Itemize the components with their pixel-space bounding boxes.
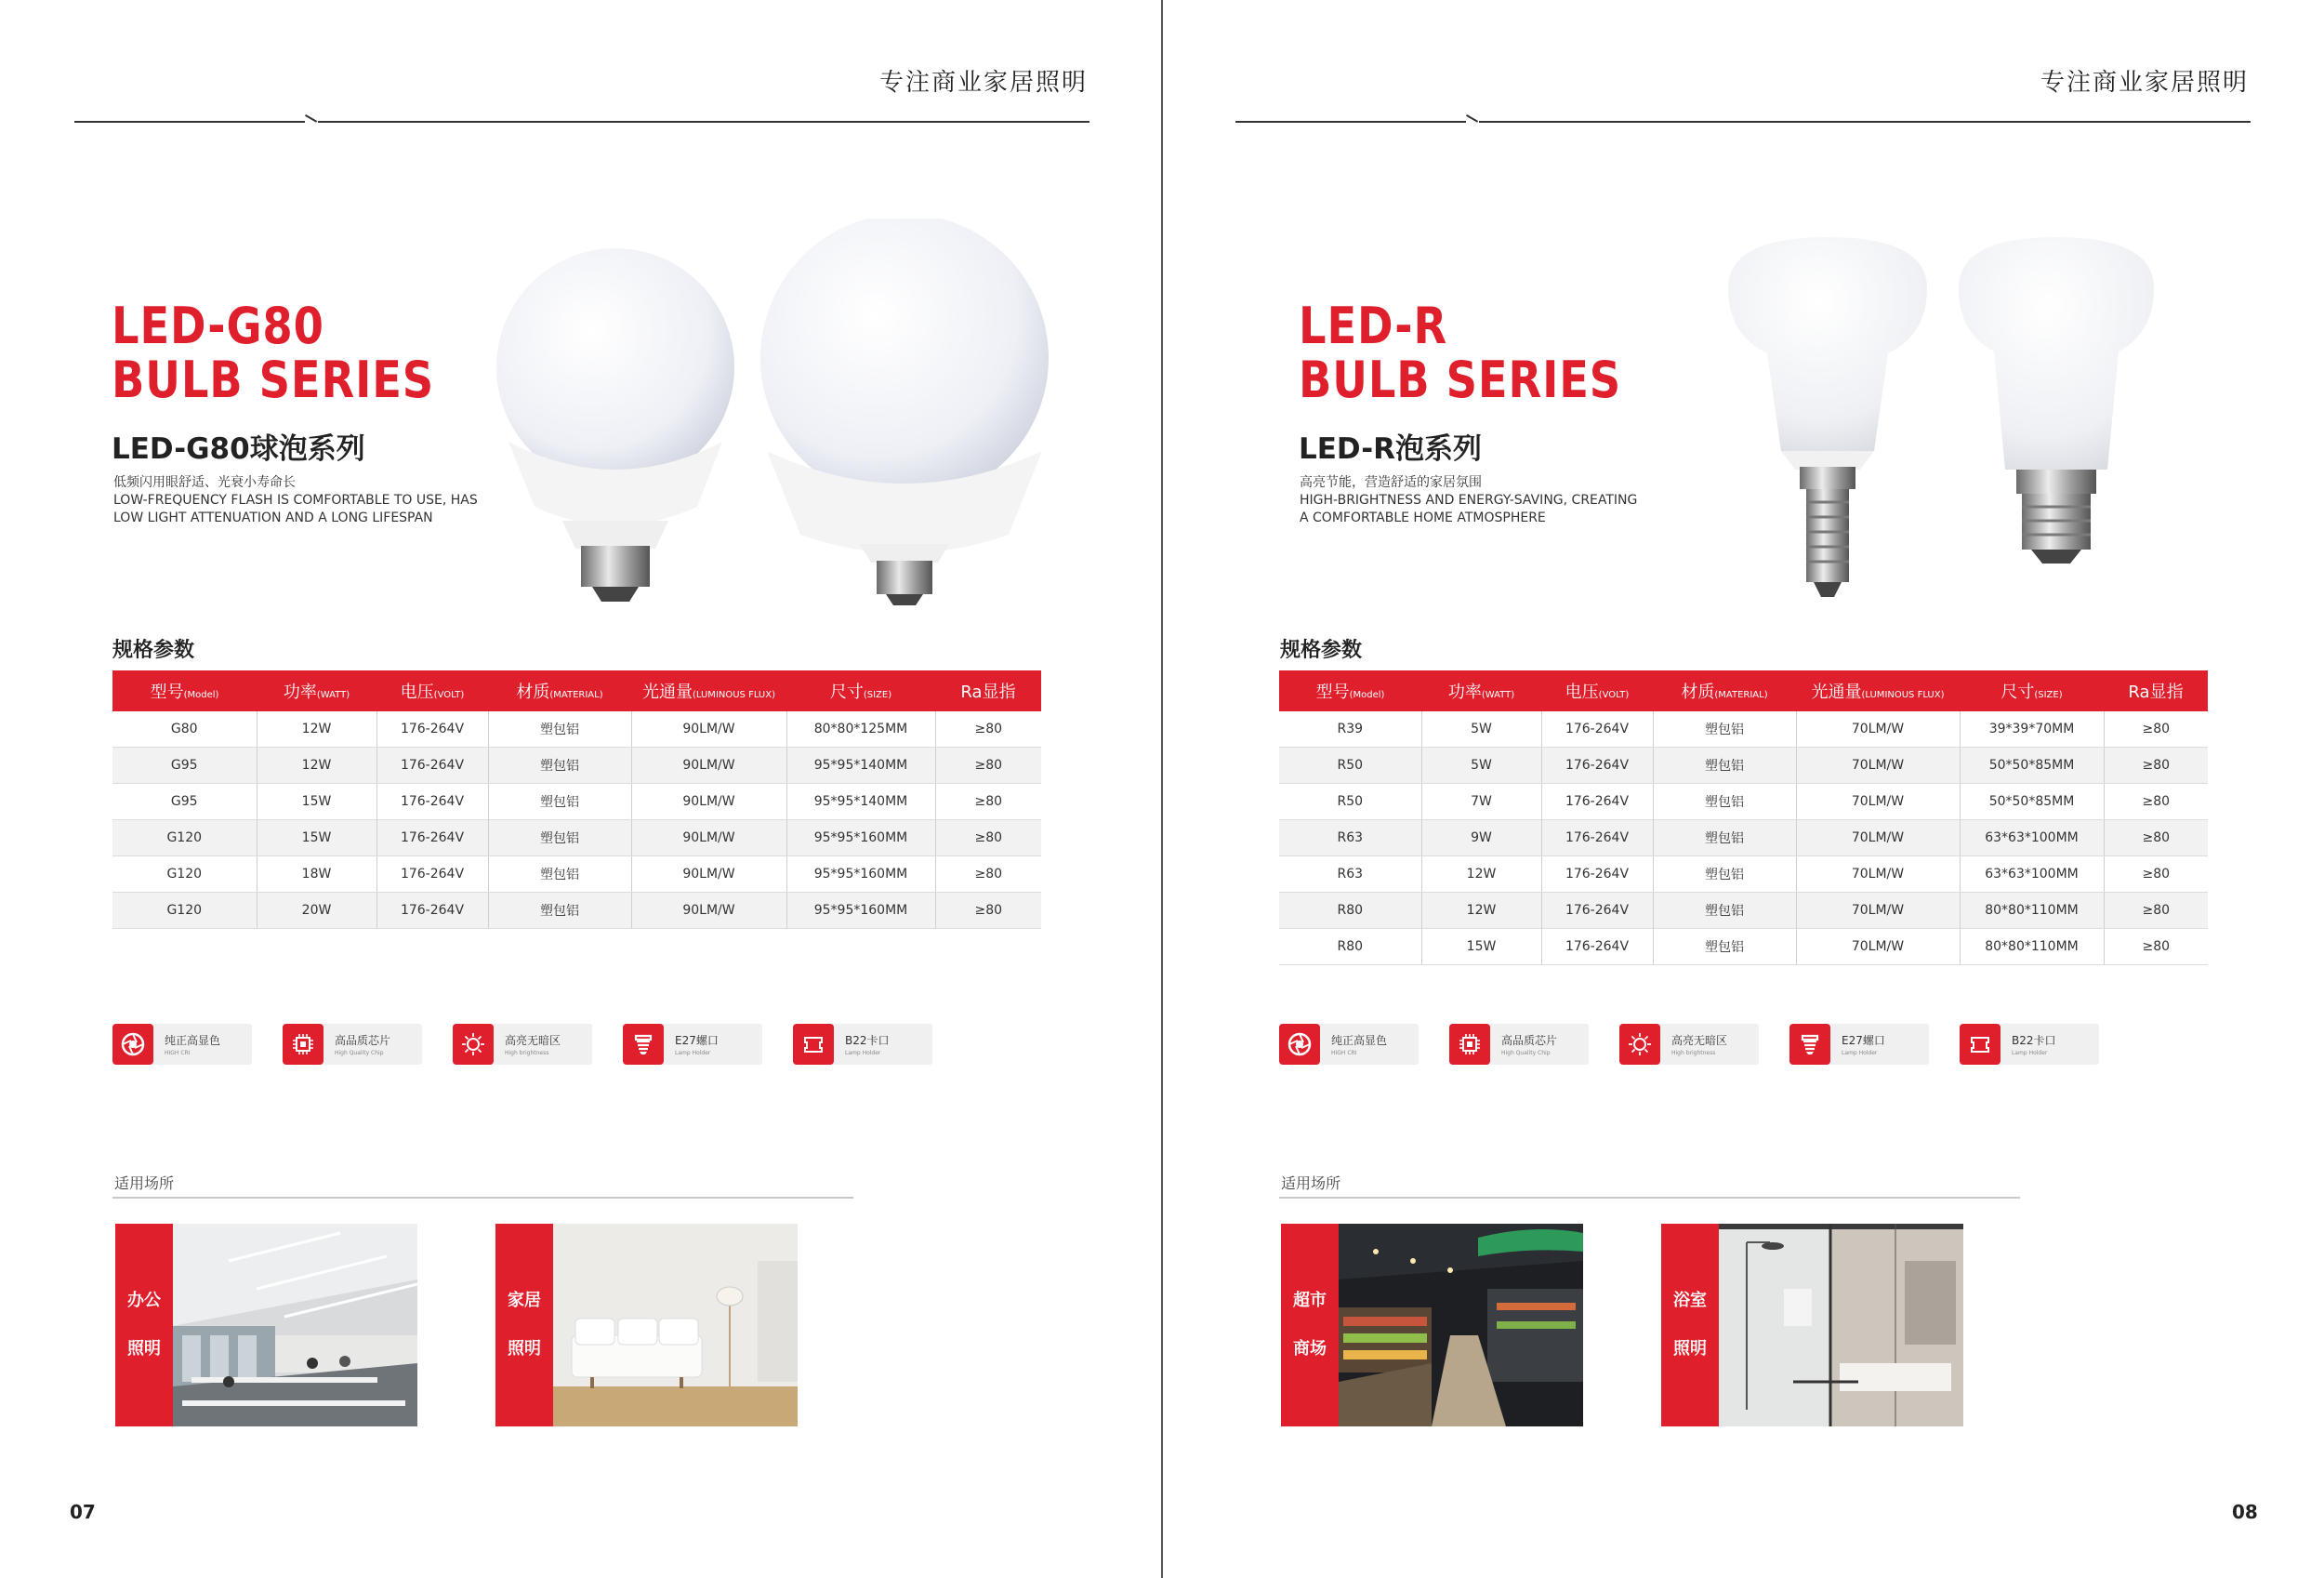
series-title-en: LED-R BULB SERIES [1299,297,1622,409]
table-cell: 90LM/W [631,856,786,893]
header-rule-notch [305,114,317,123]
page-08 [1163,0,2324,1578]
table-cell: G120 [112,820,257,856]
feature-b22 [1960,1024,2099,1065]
venue-bathroom [1661,1224,1963,1426]
e27-screw-base-icon [623,1024,664,1065]
aperture-icon [112,1024,153,1065]
table-cell: 70LM/W [1796,748,1960,784]
table-cell: 塑包铝 [488,820,631,856]
table-cell: G95 [112,784,257,820]
col-size: 尺寸(SIZE) [1960,670,2104,711]
table-cell: R80 [1279,929,1421,965]
venue-divider [112,1197,853,1199]
table-cell: R63 [1279,820,1421,856]
table-cell: 39*39*70MM [1960,711,2104,748]
table-cell: ≥80 [935,748,1041,784]
col-size: 尺寸(SIZE) [786,670,935,711]
table-cell: 15W [257,820,376,856]
table-row [1279,711,2208,748]
table-cell: 塑包铝 [1653,784,1796,820]
venue-office [115,1224,417,1426]
col-ra: Ra显指 [935,670,1041,711]
table-cell: 9W [1421,820,1541,856]
col-volt: 电压(VOLT) [1541,670,1653,711]
table-cell: 63*63*100MM [1960,856,2104,893]
table-cell: G80 [112,711,257,748]
feature-sublabel: Lamp Holder [675,1050,711,1056]
table-cell: 176-264V [376,820,488,856]
feature-e27 [1789,1024,1929,1065]
page-number: 08 [2232,1501,2258,1523]
header-slogan: 专注商业家居照明 [2040,69,2250,97]
table-cell: 塑包铝 [488,893,631,929]
table-cell: 塑包铝 [1653,711,1796,748]
table-cell: R39 [1279,711,1421,748]
venue-divider [1279,1197,2020,1199]
table-cell: ≥80 [935,711,1041,748]
table-cell: R50 [1279,784,1421,820]
venue-label: 适用场所 [114,1174,175,1192]
table-cell: 7W [1421,784,1541,820]
feature-sublabel: HIGH CRI [165,1050,191,1056]
table-row [1279,929,2208,965]
feature-label: 高亮无暗区 [505,1034,561,1047]
feature-brightness [1619,1024,1759,1065]
header-rule-notch [1466,114,1478,123]
sun-icon [453,1024,494,1065]
table-cell: 95*95*160MM [786,820,935,856]
col-volt: 电压(VOLT) [376,670,488,711]
table-cell: 70LM/W [1796,820,1960,856]
table-cell: 塑包铝 [488,711,631,748]
table-cell: 176-264V [376,784,488,820]
feature-sublabel: Lamp Holder [845,1050,881,1056]
table-cell: 塑包铝 [1653,929,1796,965]
table-cell: G120 [112,893,257,929]
table-cell: ≥80 [2104,929,2208,965]
table-cell: 5W [1421,711,1541,748]
series-title-cn: LED-R泡系列 [1299,432,1482,466]
col-material: 材质(MATERIAL) [1653,670,1796,711]
table-cell: R80 [1279,893,1421,929]
feature-strip [112,1024,963,1065]
table-cell: 18W [257,856,376,893]
series-title-cn: LED-G80球泡系列 [112,432,365,466]
spec-table [1279,670,2208,965]
feature-sublabel: High brightness [505,1050,549,1056]
feature-sublabel: Lamp Holder [1842,1050,1878,1056]
feature-strip [1279,1024,2130,1065]
table-cell: 176-264V [376,711,488,748]
table-cell: 176-264V [1541,893,1653,929]
table-cell: 70LM/W [1796,856,1960,893]
table-cell: 塑包铝 [1653,893,1796,929]
globe-bulb-image [488,219,1064,609]
spec-title: 规格参数 [112,639,195,662]
table-cell: R50 [1279,748,1421,784]
venue-tag: 办公 照明 [115,1224,173,1426]
feature-sublabel: High brightness [1671,1050,1716,1056]
table-cell: 90LM/W [631,893,786,929]
table-cell: ≥80 [2104,856,2208,893]
table-cell: G120 [112,856,257,893]
page-07 [0,0,1161,1578]
series-description: 高亮节能，营造舒适的家居氛围 HIGH-BRIGHTNESS AND ENERGY-SAVING, CREATING A COMFORTABLE HOME ATMOSPHERE [1300,475,1638,525]
feature-label: E27螺口 [675,1034,719,1047]
table-cell: 12W [1421,893,1541,929]
table-cell: 176-264V [376,893,488,929]
table-cell: 12W [257,748,376,784]
feature-high-cri [112,1024,252,1065]
table-cell: 塑包铝 [488,748,631,784]
feature-label: 高亮无暗区 [1671,1034,1728,1047]
table-cell: 50*50*85MM [1960,748,2104,784]
feature-label: 纯正高显色 [165,1034,221,1047]
table-row [112,784,1041,820]
table-row [1279,856,2208,893]
e27-screw-base-icon [1789,1024,1830,1065]
feature-label: B22卡口 [845,1034,890,1047]
table-cell: ≥80 [2104,820,2208,856]
table-cell: 80*80*110MM [1960,893,2104,929]
table-cell: 塑包铝 [488,784,631,820]
col-model: 型号(Model) [112,670,257,711]
table-cell: 90LM/W [631,784,786,820]
table-cell: 95*95*160MM [786,856,935,893]
header-rule [74,121,305,123]
table-cell: 70LM/W [1796,711,1960,748]
table-cell: ≥80 [935,856,1041,893]
series-title-en: LED-G80 BULB SERIES [112,297,435,409]
header-rule [1235,121,1466,123]
supermarket-photo [1339,1224,1583,1426]
col-luminous-flux: 光通量(LUMINOUS FLUX) [631,670,786,711]
feature-sublabel: HIGH CRI [1331,1050,1357,1056]
table-cell: ≥80 [2104,893,2208,929]
table-cell: R63 [1279,856,1421,893]
venue-tag: 浴室 照明 [1661,1224,1719,1426]
table-cell: 176-264V [1541,856,1653,893]
spec-title: 规格参数 [1280,639,1363,662]
table-cell: 70LM/W [1796,784,1960,820]
table-cell: ≥80 [2104,711,2208,748]
table-cell: G95 [112,748,257,784]
feature-brightness [453,1024,592,1065]
chip-icon [1449,1024,1490,1065]
table-cell: 塑包铝 [1653,820,1796,856]
venue-tag: 家居 照明 [495,1224,553,1426]
header-slogan: 专注商业家居照明 [879,69,1089,97]
table-cell: 176-264V [1541,748,1653,784]
col-luminous-flux: 光通量(LUMINOUS FLUX) [1796,670,1960,711]
table-row [112,711,1041,748]
feature-sublabel: High Quality Chip [1501,1050,1551,1056]
table-cell: 12W [1421,856,1541,893]
table-cell: 90LM/W [631,711,786,748]
table-cell: 95*95*140MM [786,748,935,784]
feature-label: B22卡口 [2012,1034,2056,1047]
table-cell: 90LM/W [631,820,786,856]
chip-icon [283,1024,324,1065]
reflector-bulb-image [1721,232,2241,604]
table-cell: 70LM/W [1796,929,1960,965]
table-cell: 176-264V [1541,820,1653,856]
table-row [112,893,1041,929]
table-row [112,856,1041,893]
table-cell: 70LM/W [1796,893,1960,929]
table-row [1279,893,2208,929]
spec-table-header [1279,670,2208,711]
table-cell: 80*80*110MM [1960,929,2104,965]
venue-tag: 超市 商场 [1281,1224,1339,1426]
col-watt: 功率(WATT) [1421,670,1541,711]
table-cell: 176-264V [1541,711,1653,748]
feature-high-cri [1279,1024,1419,1065]
feature-chip [283,1024,422,1065]
table-cell: 95*95*160MM [786,893,935,929]
b22-bayonet-base-icon [1960,1024,2000,1065]
col-watt: 功率(WATT) [257,670,376,711]
page-number: 07 [70,1501,96,1523]
table-cell: 15W [257,784,376,820]
table-cell: 95*95*140MM [786,784,935,820]
table-cell: 15W [1421,929,1541,965]
table-cell: ≥80 [935,784,1041,820]
aperture-icon [1279,1024,1320,1065]
table-cell: 176-264V [1541,929,1653,965]
table-cell: 80*80*125MM [786,711,935,748]
feature-b22 [793,1024,932,1065]
table-cell: 塑包铝 [1653,748,1796,784]
b22-bayonet-base-icon [793,1024,834,1065]
table-cell: ≥80 [935,820,1041,856]
table-cell: 塑包铝 [1653,856,1796,893]
venue-supermarket [1281,1224,1583,1426]
table-cell: 5W [1421,748,1541,784]
spec-table [112,670,1041,929]
office-photo [173,1224,417,1426]
home-photo [553,1224,798,1426]
table-row [1279,784,2208,820]
feature-sublabel: Lamp Holder [2012,1050,2048,1056]
table-row [112,820,1041,856]
table-row [112,748,1041,784]
table-row [1279,748,2208,784]
table-cell: ≥80 [935,893,1041,929]
venue-label: 适用场所 [1281,1174,1341,1192]
feature-sublabel: High Quality Chip [335,1050,384,1056]
feature-label: 纯正高显色 [1331,1034,1388,1047]
col-model: 型号(Model) [1279,670,1421,711]
col-material: 材质(MATERIAL) [488,670,631,711]
table-cell: 176-264V [376,748,488,784]
table-cell: 176-264V [376,856,488,893]
venue-home [495,1224,798,1426]
table-cell: 20W [257,893,376,929]
table-cell: ≥80 [2104,784,2208,820]
table-cell: 12W [257,711,376,748]
header-rule [1479,121,2251,123]
header-rule [318,121,1089,123]
spec-table-header [112,670,1041,711]
table-cell: ≥80 [2104,748,2208,784]
table-cell: 63*63*100MM [1960,820,2104,856]
table-row [1279,820,2208,856]
table-cell: 塑包铝 [488,856,631,893]
series-description: 低频闪用眼舒适、光衰小寿命长 LOW-FREQUENCY FLASH IS COMFORTABLE TO USE, HAS LOW LIGHT ATTENUATION AND A LONG LIFESPAN [113,475,478,525]
feature-label: 高品质芯片 [1501,1034,1558,1047]
feature-label: E27螺口 [1842,1034,1885,1047]
table-cell: 90LM/W [631,748,786,784]
feature-chip [1449,1024,1589,1065]
table-cell: 50*50*85MM [1960,784,2104,820]
feature-label: 高品质芯片 [335,1034,391,1047]
table-cell: 176-264V [1541,784,1653,820]
sun-icon [1619,1024,1660,1065]
col-ra: Ra显指 [2104,670,2208,711]
feature-e27 [623,1024,762,1065]
bathroom-photo [1719,1224,1963,1426]
